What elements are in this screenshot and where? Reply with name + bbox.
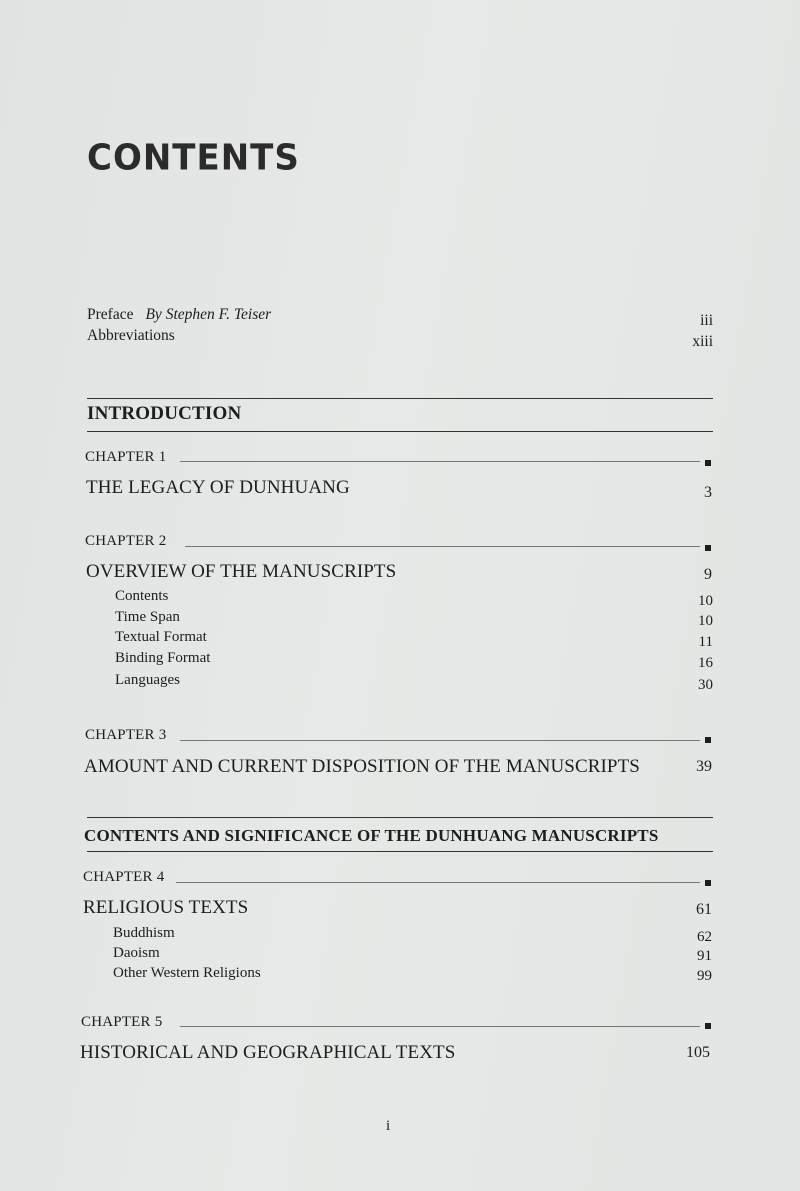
subsection-page: 10 (698, 593, 713, 609)
preface-author: By Stephen F. Teiser (145, 306, 272, 323)
subsection-title: Time Span (115, 609, 180, 625)
chapter-title: THE LEGACY OF DUNHUANG (86, 477, 350, 498)
front-matter-page: xiii (692, 333, 713, 350)
front-matter-label (87, 306, 271, 324)
chapter-label: CHAPTER 5 (81, 1014, 163, 1030)
chapter-marker (705, 737, 711, 743)
chapter-marker (705, 880, 711, 886)
chapter-divider (180, 1026, 700, 1027)
section-title: INTRODUCTION (87, 403, 242, 424)
subsection-title: Contents (115, 588, 169, 604)
subsection-title: Buddhism (113, 925, 175, 941)
chapter-label: CHAPTER 4 (83, 869, 165, 885)
chapter-title: HISTORICAL AND GEOGRAPHICAL TEXTS (80, 1042, 456, 1063)
chapter-divider (185, 546, 700, 547)
front-matter-page: iii (700, 312, 713, 329)
section-title: CONTENTS AND SIGNIFICANCE OF THE DUNHUANG MANUSCRIPTS (84, 826, 659, 845)
chapter-label: CHAPTER 2 (85, 533, 167, 549)
subsection-title: Daoism (113, 945, 160, 961)
chapter-page: 9 (704, 566, 712, 583)
chapter-marker (705, 545, 711, 551)
subsection-page: 91 (697, 948, 712, 964)
abbreviations-label: Abbreviations (87, 327, 175, 344)
subsection-title: Other Western Religions (113, 965, 261, 981)
chapter-label: CHAPTER 1 (85, 449, 167, 465)
chapter-title: AMOUNT AND CURRENT DISPOSITION OF THE MANUSCRIPTS (84, 756, 640, 777)
subsection-page: 99 (697, 968, 712, 984)
chapter-page: 39 (696, 758, 712, 775)
subsection-title: Textual Format (115, 629, 207, 645)
chapter-divider (180, 461, 700, 462)
chapter-title: RELIGIOUS TEXTS (83, 897, 249, 918)
chapter-marker (705, 460, 711, 466)
subsection-title: Binding Format (115, 650, 211, 666)
chapter-page: 61 (696, 901, 712, 918)
subsection-page: 62 (697, 929, 712, 945)
section-rule (87, 431, 713, 432)
chapter-marker (705, 1023, 711, 1029)
page-number: i (386, 1118, 391, 1134)
chapter-page: 3 (704, 484, 712, 501)
subsection-page: 16 (698, 655, 713, 671)
chapter-label: CHAPTER 3 (85, 727, 167, 743)
chapter-page: 105 (686, 1044, 710, 1061)
subsection-page: 30 (698, 677, 713, 693)
chapter-title: OVERVIEW OF THE MANUSCRIPTS (86, 561, 397, 582)
preface-label: Preface (87, 306, 134, 323)
front-matter-row (87, 306, 713, 329)
front-matter-row (87, 327, 713, 350)
subsection-page: 10 (698, 613, 713, 629)
section-rule (87, 398, 713, 399)
chapter-divider (176, 882, 700, 883)
subsection-title: Languages (115, 672, 180, 688)
subsection-page: 11 (698, 634, 713, 650)
section-rule (87, 817, 713, 818)
chapter-divider (180, 740, 700, 741)
page-title: CONTENTS (87, 137, 300, 179)
section-rule (87, 851, 713, 852)
